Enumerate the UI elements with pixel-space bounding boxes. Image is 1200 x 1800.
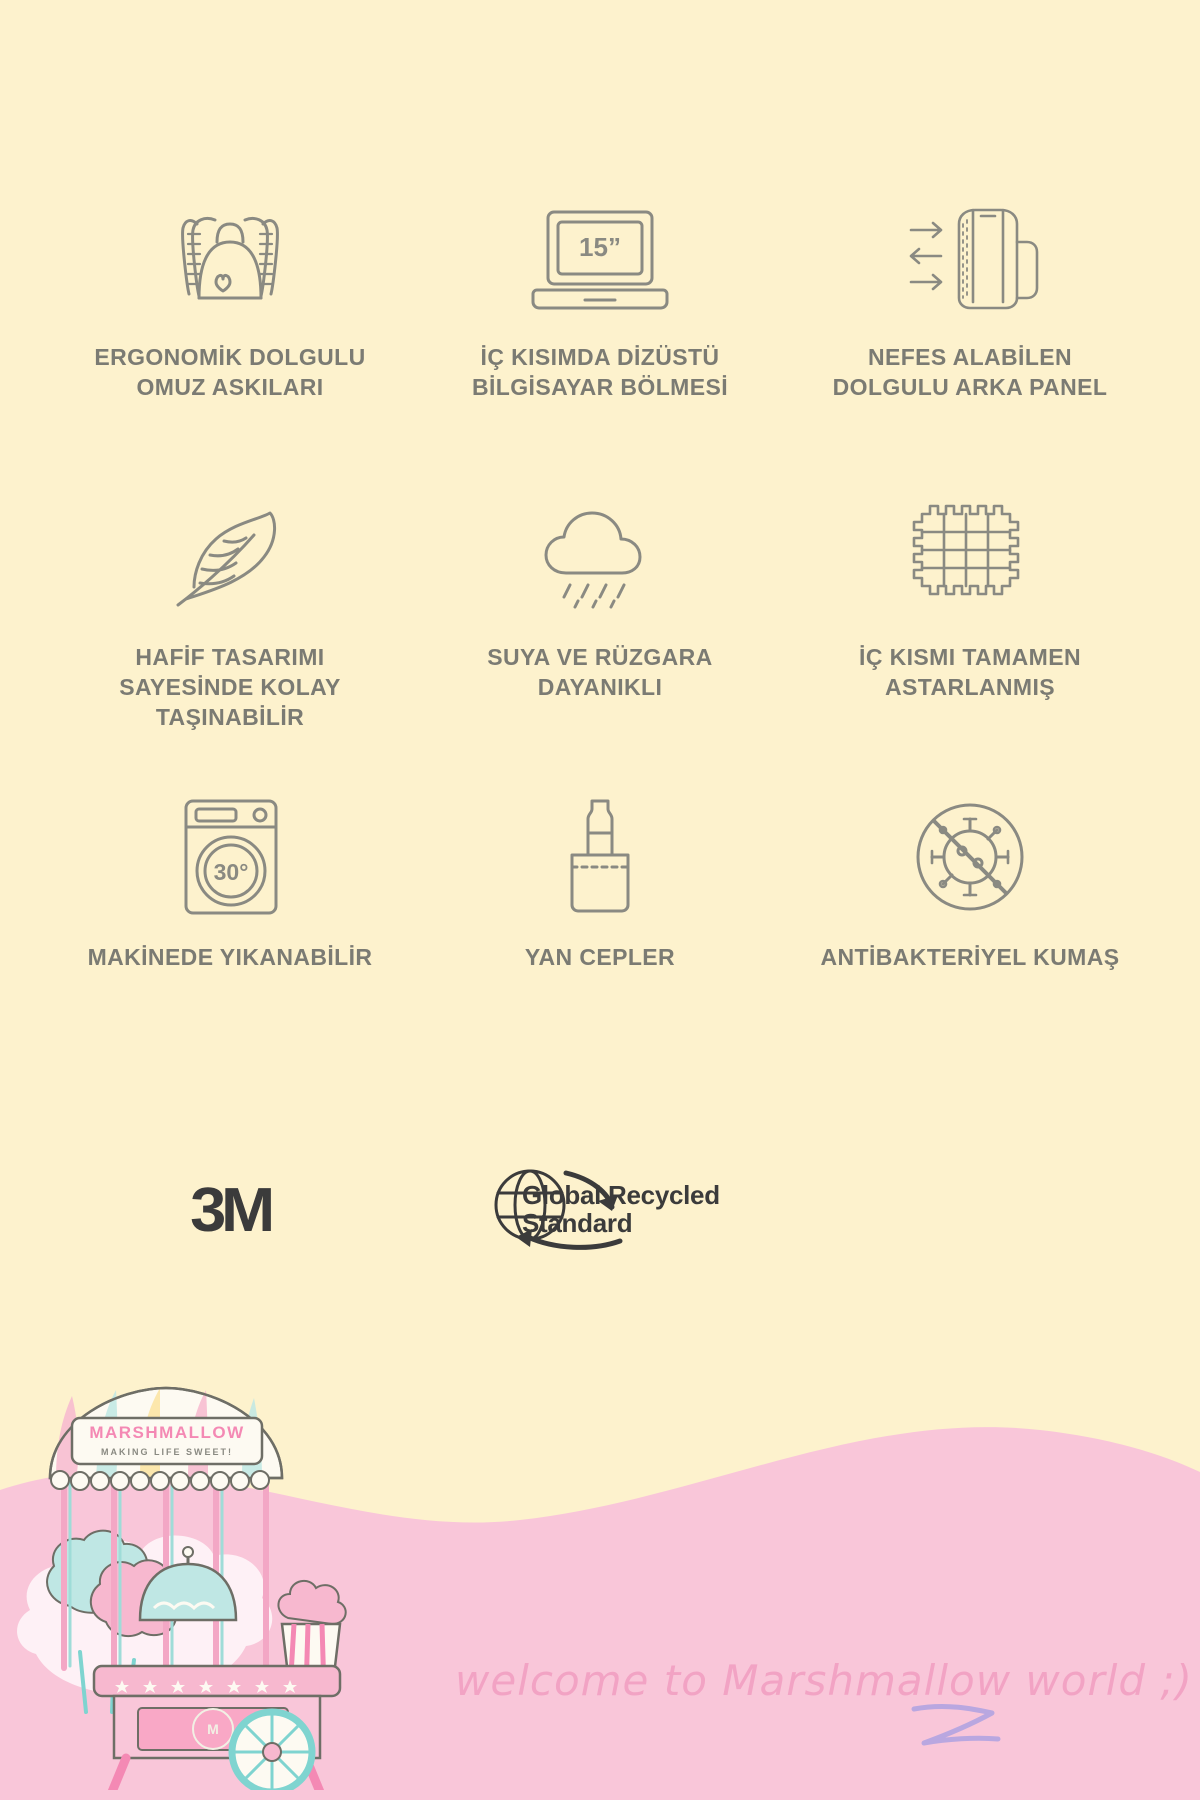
feature-item-fully-lined (785, 485, 1155, 785)
feature-item-water-wind-resistant (415, 485, 785, 785)
feature-item-breathable-back-panel (785, 185, 1155, 485)
backpack-padded-straps-icon (155, 185, 305, 335)
feature-label: MAKİNEDE YIKANABİLİR (87, 944, 373, 970)
cert-empty-slot (785, 1150, 1155, 1270)
svg-text:M: M (207, 1721, 219, 1737)
feature-label: HAFİF TASARIMI SAYESİNDE KOLAY TAŞINABİLİR (119, 644, 341, 730)
feature-label: SUYA VE RÜZGARA DAYANIKLI (487, 644, 713, 700)
feature-label: ANTİBAKTERİYEL KUMAŞ (820, 944, 1120, 970)
certification-row (45, 1150, 1155, 1270)
svg-text:15”: 15” (579, 232, 621, 262)
feature-item-antibacterial-fabric (785, 785, 1155, 1085)
grs-line2: Standard (522, 1208, 633, 1239)
feather-lightweight-icon (150, 485, 310, 635)
3m-logo: 3M (190, 1175, 270, 1245)
washing-machine-icon (150, 785, 310, 935)
global-recycled-standard-logo (470, 1155, 730, 1265)
grs-label (522, 1181, 720, 1237)
feature-item-laptop-compartment (415, 185, 785, 485)
feature-item-lightweight (45, 485, 415, 785)
feature-label: İÇ KISIMDA DİZÜSTÜ BİLGİSAYAR BÖLMESİ (472, 344, 728, 400)
feature-label: NEFES ALABİLEN DOLGULU ARKA PANEL (832, 344, 1108, 400)
breathable-back-panel-icon (885, 185, 1055, 335)
fabric-lining-icon (890, 485, 1050, 635)
feature-item-machine-washable (45, 785, 415, 1085)
cert-grs (415, 1150, 785, 1270)
feature-item-ergonomic-straps (45, 185, 415, 485)
feature-label: İÇ KISMI TAMAMEN ASTARLANMIŞ (859, 644, 1081, 700)
welcome-text: welcome to Marshmallow world ;) (455, 1656, 1193, 1705)
antibacterial-fabric-icon (890, 785, 1050, 935)
grs-line1: Global Recycled (522, 1180, 720, 1210)
feature-label: YAN CEPLER (524, 944, 676, 970)
svg-text:30°: 30° (213, 859, 249, 885)
rain-cloud-waterproof-icon (520, 485, 680, 635)
cart-sign-text: MARSHMALLOW (89, 1423, 245, 1442)
feature-grid (45, 185, 1155, 1085)
laptop-15-inch-icon (515, 185, 685, 335)
feature-label: ERGONOMİK DOLGULU OMUZ ASKILARI (94, 344, 366, 400)
feature-item-side-pockets (415, 785, 785, 1085)
signature-squiggle-icon (900, 1695, 1010, 1755)
marshmallow-cart-illustration (10, 1360, 410, 1790)
side-pocket-bottle-icon (520, 785, 680, 935)
cart-tagline-text: MAKING LIFE SWEET! (101, 1447, 233, 1457)
cert-3m (45, 1150, 415, 1270)
